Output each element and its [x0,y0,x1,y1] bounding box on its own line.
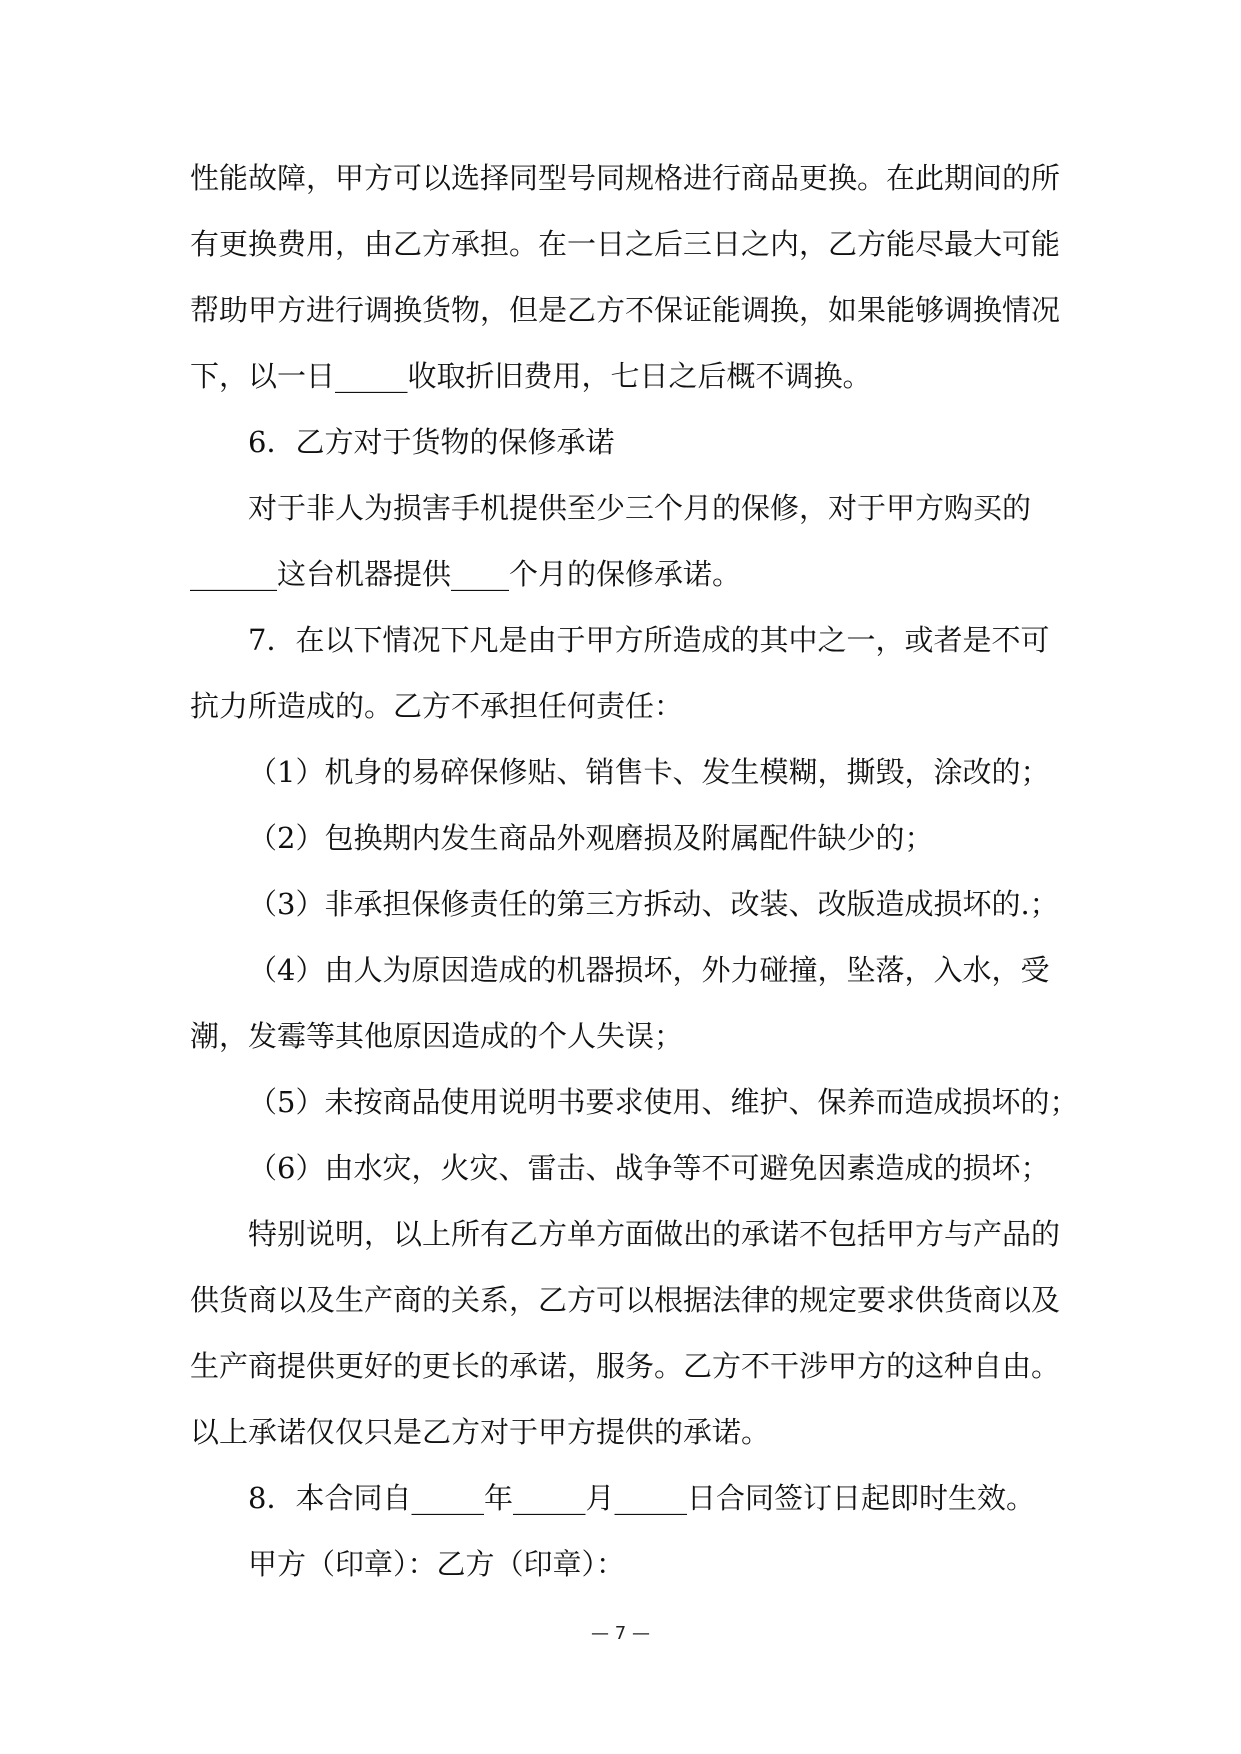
list-item: （4）由人为原因造成的机器损坏，外力碰撞，坠落，入水，受 [248,953,1050,987]
list-item: （6）由水灾，火灾、雷击、战争等不可避免因素造成的损坏； [248,1151,1050,1185]
list-item: （3）非承担保修责任的第三方拆动、改装、改版造成损坏的.； [248,887,1059,921]
list-item: （1）机身的易碎保修贴、销售卡、发生模糊，撕毁，涂改的； [248,755,1050,789]
paragraph-line: 供货商以及生产商的关系，乙方可以根据法律的规定要求供货商以及 [190,1283,1061,1317]
document-body [190,145,1079,1597]
paragraph-line: 性能故障，甲方可以选择同型号同规格进行商品更换。在此期间的所 [190,161,1061,195]
list-item: （5）未按商品使用说明书要求使用、维护、保养而造成损坏的； [248,1085,1079,1119]
paragraph-line: 帮助甲方进行调换货物，但是乙方不保证能调换，如果能够调换情况 [190,293,1061,327]
paragraph-line: 特别说明，以上所有乙方单方面做出的承诺不包括甲方与产品的 [248,1217,1061,1251]
list-item: （2）包换期内发生商品外观磨损及附属配件缺少的； [248,821,934,855]
signature-line: 甲方（印章）：乙方（印章）： [248,1547,626,1581]
section-heading-7: 7．在以下情况下凡是由于甲方所造成的其中之一，或者是不可 [248,623,1050,657]
paragraph-line: 以上承诺仅仅只是乙方对于甲方提供的承诺。 [190,1415,771,1449]
paragraph-line: ______这台机器提供____个月的保修承诺。 [190,557,742,591]
paragraph-line: 有更换费用，由乙方承担。在一日之后三日之内，乙方能尽最大可能 [190,227,1061,261]
paragraph-line: 生产商提供更好的更长的承诺，服务。乙方不干涉甲方的这种自由。 [190,1349,1061,1383]
section-heading-6: 6．乙方对于货物的保修承诺 [248,425,615,459]
section-heading-8: 8．本合同自_____年_____月_____日合同签订日起即时生效。 [248,1481,1035,1515]
page-number: — 7 — [591,1623,650,1644]
paragraph-line: 抗力所造成的。乙方不承担任何责任： [190,689,684,723]
paragraph-line: 对于非人为损害手机提供至少三个月的保修，对于甲方购买的 [248,491,1032,525]
paragraph-line: 下，以一日_____收取折旧费用，七日之后概不调换。 [190,359,872,393]
list-item-continuation: 潮，发霉等其他原因造成的个人失误； [190,1019,684,1053]
